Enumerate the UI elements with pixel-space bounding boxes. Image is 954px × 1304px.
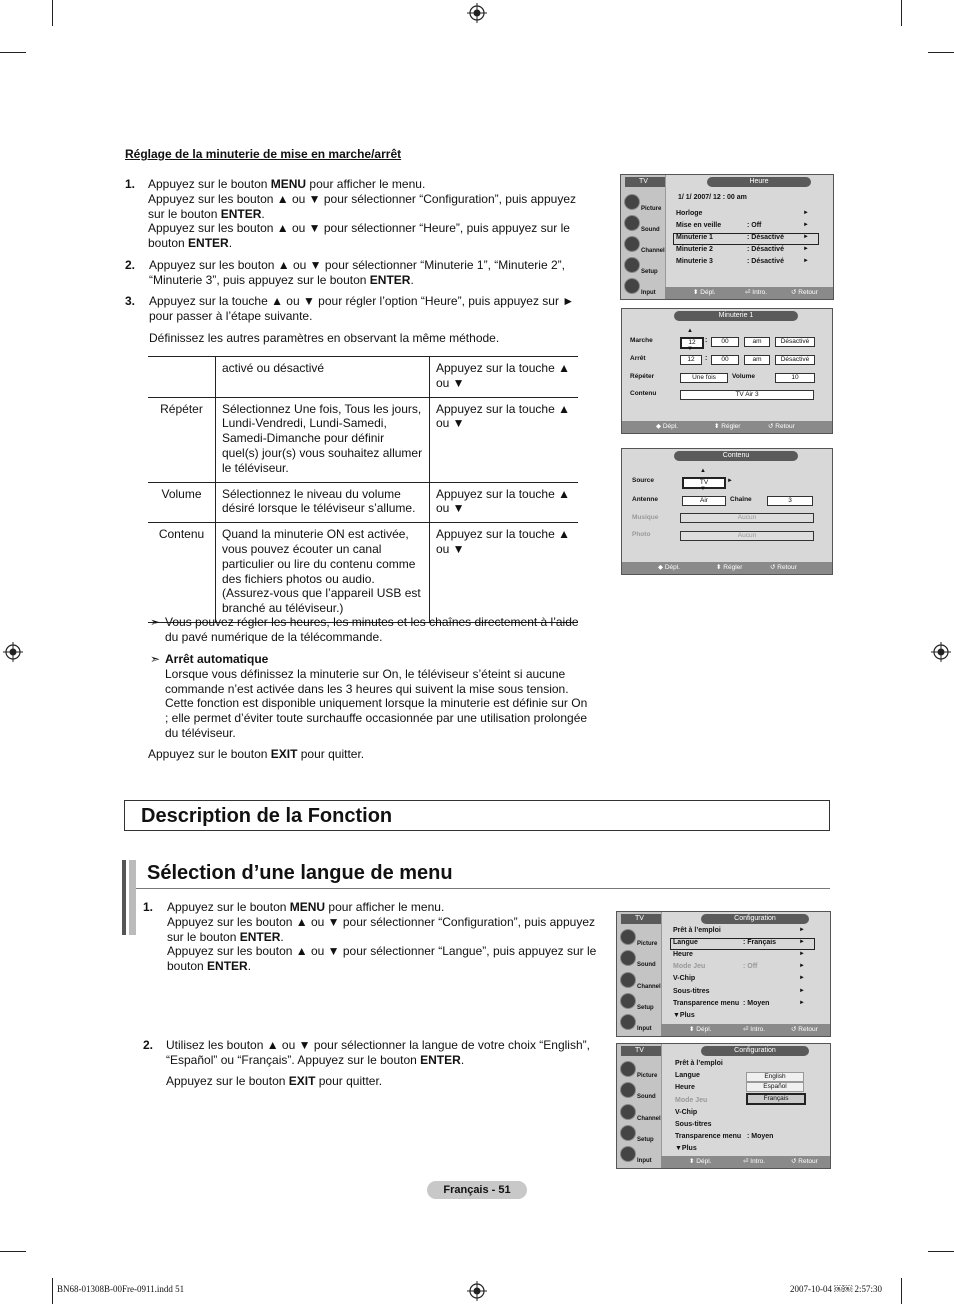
table-cell-action: Appuyez sur la touche ▲ ou ▼ [430, 357, 579, 398]
osd-row: Prêt à l’emploi [673, 927, 721, 934]
picture-icon [624, 194, 640, 210]
osd-sidebar-item-picture: Picture [619, 1060, 661, 1080]
step-1-text: Appuyez sur le bouton MENU pour afficher le menu. Appuyez sur les bouton ▲ ou ▼ pour sélectionner “Configuration”, puis appuyez sur le bouton ENTER. Appuyez sur les bouton ▲ ou ▼ pour sélectionner “Heure”, puis appuyez sur le bouton ENTER. [148, 177, 576, 251]
arrow-right-icon: ► [727, 478, 733, 484]
osd-row: Transparence menu [673, 1000, 740, 1007]
heading-menu-language: Sélection d’une langue de menu [147, 862, 453, 884]
crop-mark [52, 0, 53, 26]
osd-return-hint: ↺ Retour [791, 1026, 818, 1033]
osd-row-value: : Moyen [747, 1133, 774, 1140]
osd-sidebar-item-sound: Sound [619, 949, 661, 969]
arrow-right-icon: ► [803, 234, 809, 240]
osd-row: Heure [675, 1084, 695, 1091]
arrow-right-icon: ► [803, 246, 809, 252]
osd-source-field: TV [682, 477, 726, 489]
osd-hour-field: 12 [680, 355, 702, 365]
note-2: Arrêt automatique Lorsque vous définissez la minuterie sur On, le téléviseur s’éteint si aucune commande n’est activée dans les 3 heures qui suivent la mise sous tension. Cette fonction est disponible uniquement lorsque la minuterie est définie sur On ; elle permet d’éviter toute surchauffe occasionnée par une utilisation prolongée du téléviseur. [165, 652, 588, 740]
input-icon [620, 1146, 636, 1162]
osd-content-menu [621, 448, 833, 575]
osd-ampm-field: am [744, 355, 770, 365]
heading-bar [129, 860, 136, 935]
sound-icon [620, 950, 636, 966]
osd-footer [622, 421, 832, 433]
osd-row: Prêt à l’emploi [675, 1060, 723, 1067]
osd-date: 1/ 1/ 2007/ 12 : 00 am [678, 194, 747, 201]
osd-sidebar-item-setup: Setup [619, 992, 661, 1012]
osd-time-menu [620, 174, 834, 300]
osd-row-value: : Désactivé [747, 258, 784, 265]
osd-sidebar-item-sound: Sound [619, 1081, 661, 1101]
table-cell-label: Répéter [148, 397, 216, 482]
osd-colon: : [705, 355, 708, 362]
osd-tv-label: TV [621, 914, 661, 924]
crop-mark [0, 1251, 26, 1252]
osd-label-musique: Musique [632, 514, 659, 521]
input-icon [624, 278, 640, 294]
osd-move-hint: ⬍ Dépl. [689, 1026, 712, 1033]
heading-function-description: Description de la Fonction [124, 800, 830, 831]
osd-adjust-hint: ⬍ Régler [716, 564, 743, 571]
arrow-right-icon: ► [803, 210, 809, 216]
step-number: 3. [125, 294, 136, 308]
osd-row-value: : Désactivé [747, 246, 784, 253]
osd-sidebar-item-input: Input [619, 1013, 661, 1033]
osd-row: Minuterie 2 [676, 246, 713, 253]
osd-move-hint: ◆ Dépl. [656, 423, 678, 430]
table-row [148, 482, 578, 523]
crop-mark [928, 52, 954, 53]
osd-sidebar-item-picture: Picture [623, 193, 665, 213]
table-cell-action: Appuyez sur la touche ▲ ou ▼ [430, 482, 579, 523]
table-cell-action: Appuyez sur la touche ▲ ou ▼ [430, 523, 579, 623]
osd-row: Sous-titres [675, 1121, 712, 1128]
osd-channel-field: 3 [767, 496, 813, 506]
step-number: 2. [125, 258, 136, 272]
osd-enter-hint: ⏎ Intro. [743, 1026, 766, 1033]
osd-timer-menu [621, 308, 833, 434]
osd-label-source: Source [632, 477, 655, 484]
osd-row: Transparence menu [675, 1133, 742, 1140]
crop-mark [928, 1251, 954, 1252]
osd-label-volume: Volume [732, 373, 755, 380]
osd-row: Mode Jeu [675, 1097, 708, 1104]
osd-ampm-field: am [744, 337, 770, 347]
heading-rule [136, 888, 830, 889]
osd-row: Langue [673, 939, 698, 946]
osd-enter-hint: ⏎ Intro. [745, 289, 768, 296]
step-1-text: Appuyez sur le bouton MENU pour afficher le menu. Appuyez sur les bouton ▲ ou ▼ pour sélectionner “Configuration”, puis appuyez sur le bouton ENTER. Appuyez sur les bouton ▲ ou ▼ pour sélectionner “Langue”, puis appuyez sur le bouton ENTER. [167, 900, 597, 974]
arrow-right-icon: ► [803, 258, 809, 264]
osd-row-value: : Français [743, 939, 777, 946]
step-3-note: Définissez les autres paramètres en observant la même méthode. [149, 331, 500, 345]
registration-mark-icon [931, 642, 951, 662]
osd-label-photo: Photo [632, 531, 651, 538]
osd-row: V-Chip [673, 975, 696, 982]
osd-row: Horloge [676, 210, 703, 217]
osd-volume-field: 10 [775, 373, 815, 383]
osd-setup-language-menu [616, 1043, 831, 1169]
osd-repeat-field: Une fois [680, 373, 728, 383]
osd-title-bar: Minuterie 1 [674, 311, 798, 321]
arrow-right-icon: ► [799, 939, 805, 945]
osd-title-bar: Heure [707, 177, 811, 187]
osd-row-value: : Off [743, 963, 758, 970]
osd-label-chaine: Chaîne [730, 496, 752, 503]
table-cell-label [148, 357, 216, 398]
page-number-badge: Français - 51 [427, 1181, 527, 1199]
arrow-down-icon: ▼ [700, 486, 706, 492]
osd-move-hint: ◆ Dépl. [658, 564, 680, 571]
osd-footer [665, 287, 833, 299]
step-number: 1. [143, 900, 154, 914]
osd-label-arret: Arrêt [630, 355, 646, 362]
osd-title-bar: Configuration [701, 1046, 809, 1056]
osd-photo-field: Aucun [680, 531, 814, 541]
arrow-right-icon: ► [799, 963, 805, 969]
arrow-right-icon: ► [799, 927, 805, 933]
osd-row-value: : Off [747, 222, 762, 229]
osd-language-option: Español [746, 1082, 804, 1092]
osd-sidebar-item-setup: Setup [623, 256, 665, 276]
osd-return-hint: ↺ Retour [770, 564, 797, 571]
osd-sidebar-item-channel: Channel [623, 235, 665, 255]
sound-icon [624, 215, 640, 231]
arrow-up-icon: ▲ [700, 468, 706, 474]
osd-return-hint: ↺ Retour [791, 289, 818, 296]
setup-icon [624, 257, 640, 273]
osd-row: Minuterie 3 [676, 258, 713, 265]
osd-sidebar-item-input: Input [619, 1145, 661, 1165]
registration-mark-icon [3, 642, 23, 662]
channel-icon [620, 972, 636, 988]
osd-row: ▼Plus [673, 1012, 695, 1019]
table-cell-action: Appuyez sur la touche ▲ ou ▼ [430, 397, 579, 482]
sound-icon [620, 1082, 636, 1098]
osd-row: Heure [673, 951, 693, 958]
osd-tv-label: TV [625, 177, 665, 187]
osd-label-contenu: Contenu [630, 390, 657, 397]
osd-row: Mode Jeu [673, 963, 706, 970]
osd-sidebar-item-channel: Channel [619, 971, 661, 991]
osd-music-field: Aucun [680, 513, 814, 523]
arrow-right-icon: ► [799, 988, 805, 994]
osd-hour-field: 12 [680, 337, 704, 349]
osd-title-bar: Configuration [701, 914, 809, 924]
osd-row: Langue [675, 1072, 700, 1079]
osd-colon: : [705, 337, 708, 344]
osd-content-field: TV Air 3 [680, 390, 814, 400]
osd-sidebar-item-setup: Setup [619, 1124, 661, 1144]
registration-mark-icon [467, 3, 487, 23]
table-cell-label: Volume [148, 482, 216, 523]
osd-state-field: Désactivé [775, 337, 815, 347]
registration-mark-icon [467, 1281, 487, 1301]
osd-adjust-hint: ⬍ Régler [714, 423, 741, 430]
osd-return-hint: ↺ Retour [768, 423, 795, 430]
arrow-right-icon: ► [799, 951, 805, 957]
channel-icon [624, 236, 640, 252]
osd-row: Sous-titres [673, 988, 710, 995]
step-number: 1. [125, 177, 136, 191]
input-icon [620, 1014, 636, 1030]
footer-file-info: BN68-01308B-00Fre-0911.indd 51 [57, 1284, 185, 1294]
arrow-up-icon: ▲ [687, 328, 693, 334]
channel-icon [620, 1104, 636, 1120]
osd-row: Mise en veille [676, 222, 722, 229]
table-cell-desc: activé ou désactivé [216, 357, 430, 398]
osd-footer [661, 1024, 830, 1036]
table-row [148, 357, 578, 398]
osd-return-hint: ↺ Retour [791, 1158, 818, 1165]
exit-instruction: Appuyez sur le bouton EXIT pour quitter. [148, 747, 365, 761]
heading-bar [122, 860, 126, 935]
osd-tv-label: TV [621, 1046, 661, 1056]
crop-mark [0, 52, 26, 53]
osd-language-option: English [746, 1072, 804, 1082]
osd-sidebar-item-channel: Channel [619, 1103, 661, 1123]
exit-instruction: Appuyez sur le bouton EXIT pour quitter. [166, 1074, 383, 1088]
crop-mark [901, 1278, 902, 1304]
osd-setup-menu [616, 911, 831, 1037]
osd-sidebar-item-sound: Sound [623, 214, 665, 234]
table-cell-desc: Sélectionnez Une fois, Tous les jours, Lundi-Vendredi, Lundi-Samedi, Samedi-Dimanche pour définir quel(s) jour(s) vous souhaitez allumer le téléviseur. [216, 397, 430, 482]
arrow-right-icon: ► [803, 222, 809, 228]
osd-row: V-Chip [675, 1109, 698, 1116]
osd-footer [622, 562, 832, 574]
osd-label-marche: Marche [630, 337, 653, 344]
setup-icon [620, 993, 636, 1009]
table-cell-desc: Sélectionnez le niveau du volume désiré lorsque le téléviseur s’allume. [216, 482, 430, 523]
osd-move-hint: ⬍ Dépl. [689, 1158, 712, 1165]
arrow-right-icon: ► [799, 975, 805, 981]
step-number: 2. [143, 1038, 154, 1052]
osd-label-repeter: Répéter [630, 373, 655, 380]
arrow-down-icon: ▼ [687, 346, 693, 352]
note-arrow-icon: ➣ [150, 615, 161, 629]
step-2-text: Utilisez les bouton ▲ ou ▼ pour sélectionner la langue de votre choix “English”, “Español” ou “Français”. Appuyez sur le bouton ENTER. [166, 1038, 590, 1067]
arrow-right-icon: ► [799, 1000, 805, 1006]
osd-title-bar: Contenu [674, 451, 798, 461]
picture-icon [620, 929, 636, 945]
step-3-text: Appuyez sur la touche ▲ ou ▼ pour régler l’option “Heure”, puis appuyez sur ► pour passer à l’étape suivante. [149, 294, 575, 323]
osd-sidebar-item-picture: Picture [619, 928, 661, 948]
osd-row-value: : Désactivé [747, 234, 784, 241]
note-arrow-icon: ➣ [150, 652, 161, 666]
osd-language-option-selected: Français [746, 1093, 806, 1105]
table-row [148, 397, 578, 482]
step-2-text: Appuyez sur les bouton ▲ ou ▼ pour sélectionner “Minuterie 1”, “Minuterie 2”, “Minuterie 3”, puis appuyez sur le bouton ENTER. [149, 258, 565, 287]
table-row [148, 523, 578, 623]
osd-row: Minuterie 1 [676, 234, 713, 241]
table-cell-desc: Quand la minuterie ON est activée, vous pouvez écouter un canal particulier ou lire du contenu comme des fichiers photos ou audio. (Assurez-vous que l’appareil USB est branché au téléviseur.) [216, 523, 430, 623]
table-cell-label: Contenu [148, 523, 216, 623]
crop-mark [901, 0, 902, 26]
section-title: Réglage de la minuterie de mise en marche/arrêt [125, 147, 402, 161]
osd-sidebar-item-input: Input [623, 277, 665, 297]
osd-row: ▼Plus [675, 1145, 697, 1152]
osd-label-antenne: Antenne [632, 496, 658, 503]
footer-timestamp: 2007-10-04 ￼￼ 2:57:30 [790, 1284, 882, 1294]
osd-antenna-field: Air [682, 496, 726, 506]
note-1: Vous pouvez régler les heures, les minutes et les chaînes directement à l’aide du pavé numérique de la télécommande. [165, 615, 579, 644]
osd-row-value: : Moyen [743, 1000, 770, 1007]
osd-minute-field: 00 [711, 337, 739, 347]
osd-minute-field: 00 [711, 355, 739, 365]
picture-icon [620, 1061, 636, 1077]
crop-mark [52, 1278, 53, 1304]
osd-enter-hint: ⏎ Intro. [743, 1158, 766, 1165]
osd-footer [661, 1156, 830, 1168]
osd-move-hint: ⬍ Dépl. [693, 289, 716, 296]
setup-icon [620, 1125, 636, 1141]
options-table [148, 356, 578, 623]
osd-state-field: Désactivé [775, 355, 815, 365]
